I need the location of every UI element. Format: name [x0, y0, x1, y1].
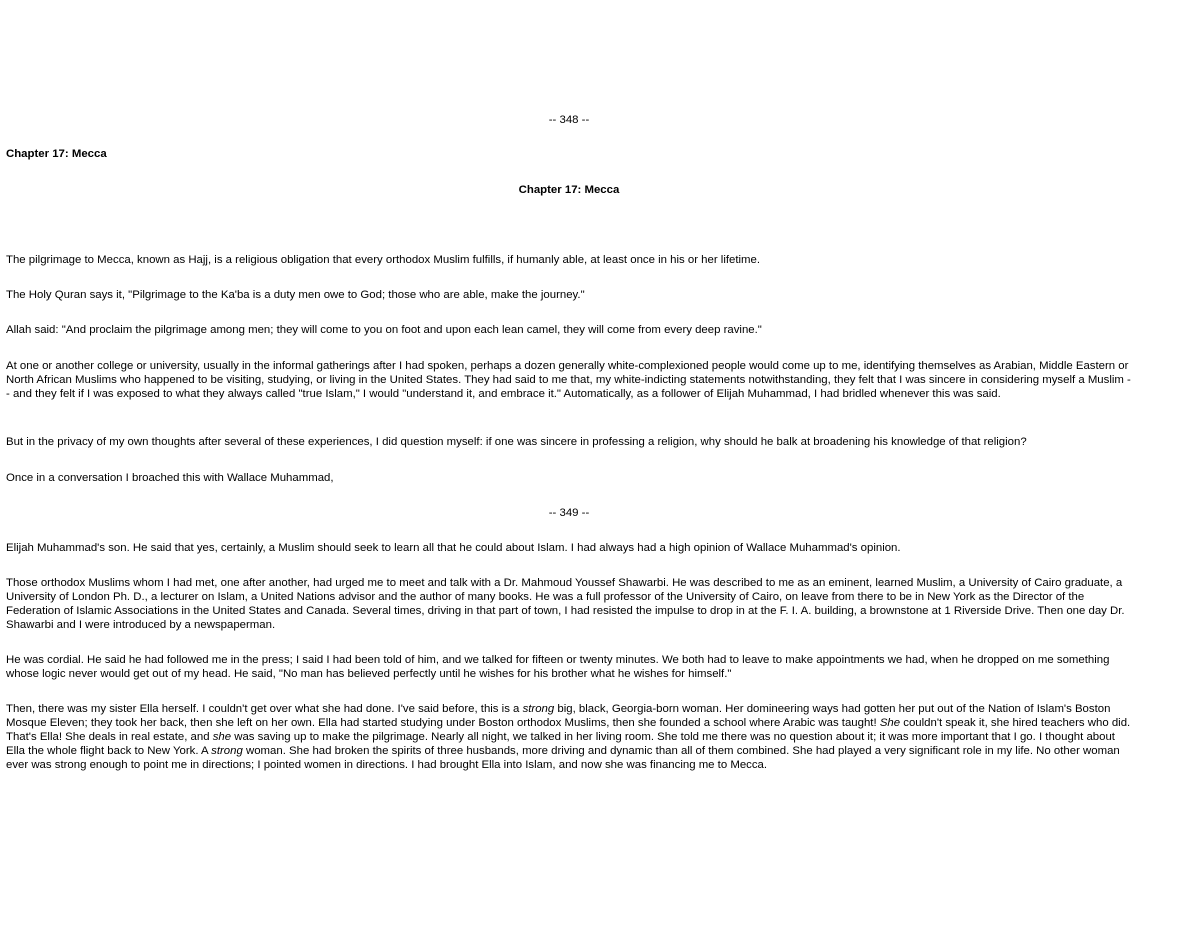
emphasis-she-1: She — [879, 717, 901, 729]
paragraph-sister-ella — [6, 702, 1132, 772]
paragraph-wallace-conversation: Once in a conversation I broached this with Wallace Muhammad, — [6, 472, 334, 484]
emphasis-she-2: she — [212, 731, 232, 743]
ella-text-3: couldn't speak it, she hired teachers who did. That's Ella! She deals in real estate, and — [6, 717, 1131, 743]
paragraph-shawarbi: Those orthodox Muslims whom I had met, one after another, had urged me to meet and talk with a Dr. Mahmoud Youssef Shawarbi. He was described to me as an eminent, learned Muslim, a University of Cairo graduate, a University of London Ph. D., a lecturer on Islam, a United Nations advisor and the author of many books. He was a full professor of the University of Cairo, on leave from there to be in New York as the Director of the Federation of Islamic Associations in the United States and Canada. Several times, driving in that part of town, I had resisted the impulse to drop in at the F. I. A. building, a brownstone at 1 Riverside Drive. Then one day Dr. Shawarbi and I were introduced by a newspaperman. — [6, 577, 1125, 631]
ella-text-2: big, black, Georgia-born woman. Her domineering ways had gotten her put out of the Nation of Islam's Boston Mosque Eleven; they took her back, then she left on her own. Ella had started studying under Boston orthodox Muslims, then she founded a school where Arabic was taught! — [6, 703, 1111, 729]
paragraph-hajj-obligation: The pilgrimage to Mecca, known as Hajj, is a religious obligation that every orthodox Muslim fulfills, if humanly able, at least once in his or her lifetime. — [6, 254, 761, 266]
paragraph-allah-said: Allah said: "And proclaim the pilgrimage among men; they will come to you on foot and upon each lean camel, they will come from every deep ravine." — [6, 324, 762, 336]
page-number-349: -- 349 -- — [548, 507, 590, 519]
emphasis-strong-1: strong — [522, 703, 555, 715]
emphasis-strong-2: strong — [211, 745, 243, 757]
chapter-running-head: Chapter 17: Mecca — [6, 148, 107, 160]
page-number-348: -- 348 -- — [548, 114, 590, 126]
paragraph-quran-quote: The Holy Quran says it, "Pilgrimage to the Ka'ba is a duty men owe to God; those who are able, make the journey." — [6, 289, 585, 301]
chapter-title: Chapter 17: Mecca — [518, 184, 620, 196]
paragraph-privacy-thoughts: But in the privacy of my own thoughts after several of these experiences, I did question myself: if one was sincere in professing a religion, why should he balk at broadening his knowledge of that religion? — [6, 436, 1027, 448]
document-page — [6, 0, 1132, 927]
paragraph-elijah-son: Elijah Muhammad's son. He said that yes, certainly, a Muslim should seek to learn all that he could about Islam. I had always had a high opinion of Wallace Muhammad's opinion. — [6, 542, 901, 554]
paragraph-cordial: He was cordial. He said he had followed me in the press; I said I had been told of him, and we talked for fifteen or twenty minutes. We both had to leave to make appointments we had, when he dropped on me something whose logic never would get out of my head. He said, "No man has believed perfectly until he wishes for his brother what he wishes for himself." — [6, 654, 1110, 680]
ella-text-4: was saving up to make the pilgrimage. Nearly all night, we talked in her living room. She told me there was no question about it; it was more important that I go. I thought about Ella the whole flight back to New York. A — [6, 731, 1115, 757]
ella-text-1: Then, there was my sister Ella herself. I couldn't get over what she had done. I've said before, this is a — [6, 703, 523, 715]
ella-text-5: woman. She had broken the spirits of three husbands, more driving and dynamic than all of them combined. She had played a very significant role in my life. No other woman ever was strong enough to point me in directions; I pointed women in directions. I had brought Ella into Islam, and now she was financing me to Mecca. — [6, 745, 1120, 771]
paragraph-college-gatherings: At one or another college or university, usually in the informal gatherings after I had spoken, perhaps a dozen generally white-complexioned people would come up to me, identifying themselves as Arabian, Middle Eastern or North African Muslims who happened to be visiting, studying, or living in the United States. They had said to me that, my white-indicting statements notwithstanding, they felt that I was sincere in considering myself a Muslim -- and they felt if I was exposed to what they always called "true Islam," I would "understand it, and embrace it." Automatically, as a follower of Elijah Muhammad, I had bridled whenever this was said. — [6, 360, 1131, 400]
